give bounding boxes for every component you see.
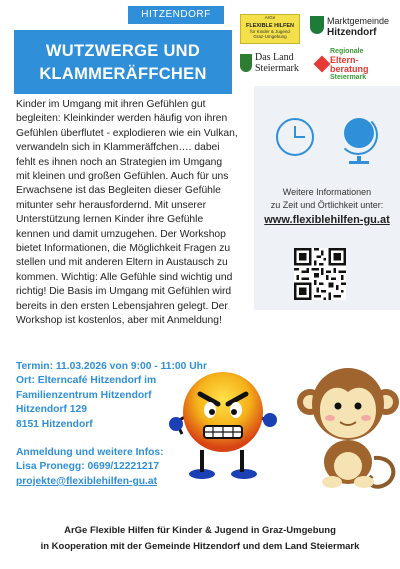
info-line-1: Weitere Informationen	[282, 187, 372, 197]
fh-logo-small: ArGe	[264, 15, 276, 20]
flexible-hilfen-logo	[240, 14, 300, 44]
website-link[interactable]: www.flexiblehilfen-gu.at	[264, 214, 390, 226]
event-city: 8151 Hitzendorf	[16, 418, 93, 430]
land-line1: Das Land	[255, 52, 294, 63]
eb-line1: Regionale	[330, 48, 364, 55]
marktgemeinde-logo	[310, 14, 394, 44]
mg-line1: Marktgemeinde	[327, 16, 390, 26]
land-steiermark-logo	[240, 50, 310, 80]
mg-line2: Hitzendorf	[327, 27, 377, 38]
more-info-text	[254, 186, 400, 212]
location-tag: HITZENDORF	[128, 6, 224, 24]
info-line-2: zu Zeit und Örtlichkeit unter:	[270, 200, 384, 210]
title-line-2: KLAMMERÄFFCHEN	[39, 65, 207, 83]
eb-line3: beratung	[330, 64, 369, 74]
heart-icon	[314, 56, 331, 73]
event-location-2: Familienzentrum Hitzendorf	[16, 389, 152, 401]
footer	[0, 523, 400, 555]
fh-logo-line1: FLEXIBLE HILFEN	[246, 23, 294, 29]
qr-code	[294, 248, 346, 300]
title-line-1: WUTZWERGE UND	[45, 42, 201, 60]
title-banner	[14, 30, 232, 94]
monkey-illustration	[296, 362, 400, 492]
land-line2: Steiermark	[255, 63, 299, 74]
contact-email-link[interactable]: projekte@flexiblehilfen-gu.at	[16, 475, 158, 487]
footer-line-2: in Kooperation mit der Gemeinde Hitzendorf und dem Land Steiermark	[40, 541, 360, 552]
footer-line-1: ArGe Flexible Hilfen für Kinder & Jugend in Graz-Umgebung	[64, 525, 336, 536]
angry-face-illustration	[168, 364, 278, 484]
description-text: Kinder im Umgang mit ihren Gefühlen gut begleiten: Kleinkinder werden häufig von ihren Gefühlen überflutet - explodieren wie ein Vulkan, verwandeln sich in Klammeräffchen…. dabei fehlt es ihnen noch an Strategien im Umgang mit kleinen und großen Gefühlen. Auch für uns Erwachsene ist das Begleiten dieser Gefühle mitunter sehr herausfordernd. Mit unserer Unterstützung lernen Kinder ihre Gefühle kennen und damit umzugehen. Der Workshop bietet Informationen, die Möglichkeit Fragen zu stellen und mit anderen Eltern in Austausch zu kommen. Wichtig: Alle Gefühle sind wichtig und richtig! Die Basis im Umgang mit Gefühlen wird bereits in den ersten Lebensjahren gelegt. Der Workshop ist kostenlos, aber mit Anmeldung!	[16, 99, 238, 327]
elternberatung-logo	[314, 46, 394, 84]
info-sidebar	[254, 86, 400, 310]
partner-logos	[236, 6, 396, 84]
steiermark-crest-icon	[240, 54, 252, 72]
contact-heading: Anmeldung und weitere Infos:	[16, 447, 164, 459]
hitzendorf-crest-icon	[310, 16, 324, 34]
fh-logo-line2: für Kinder & Jugend	[250, 29, 290, 34]
event-street: Hitzendorf 129	[16, 404, 87, 416]
clock-icon	[276, 118, 314, 156]
eb-line2: Eltern-	[330, 55, 359, 65]
fh-logo-line3: Graz-Umgebung	[253, 34, 287, 39]
contact-person: Lisa Pronegg: 0699/12221217	[16, 461, 160, 473]
eb-line4: Steiermark	[330, 74, 367, 81]
globe-icon	[344, 118, 374, 148]
event-location-1: Ort: Elterncafé Hitzendorf im	[16, 375, 157, 387]
event-date: Termin: 11.03.2026 von 9:00 - 11:00 Uhr	[16, 361, 207, 372]
